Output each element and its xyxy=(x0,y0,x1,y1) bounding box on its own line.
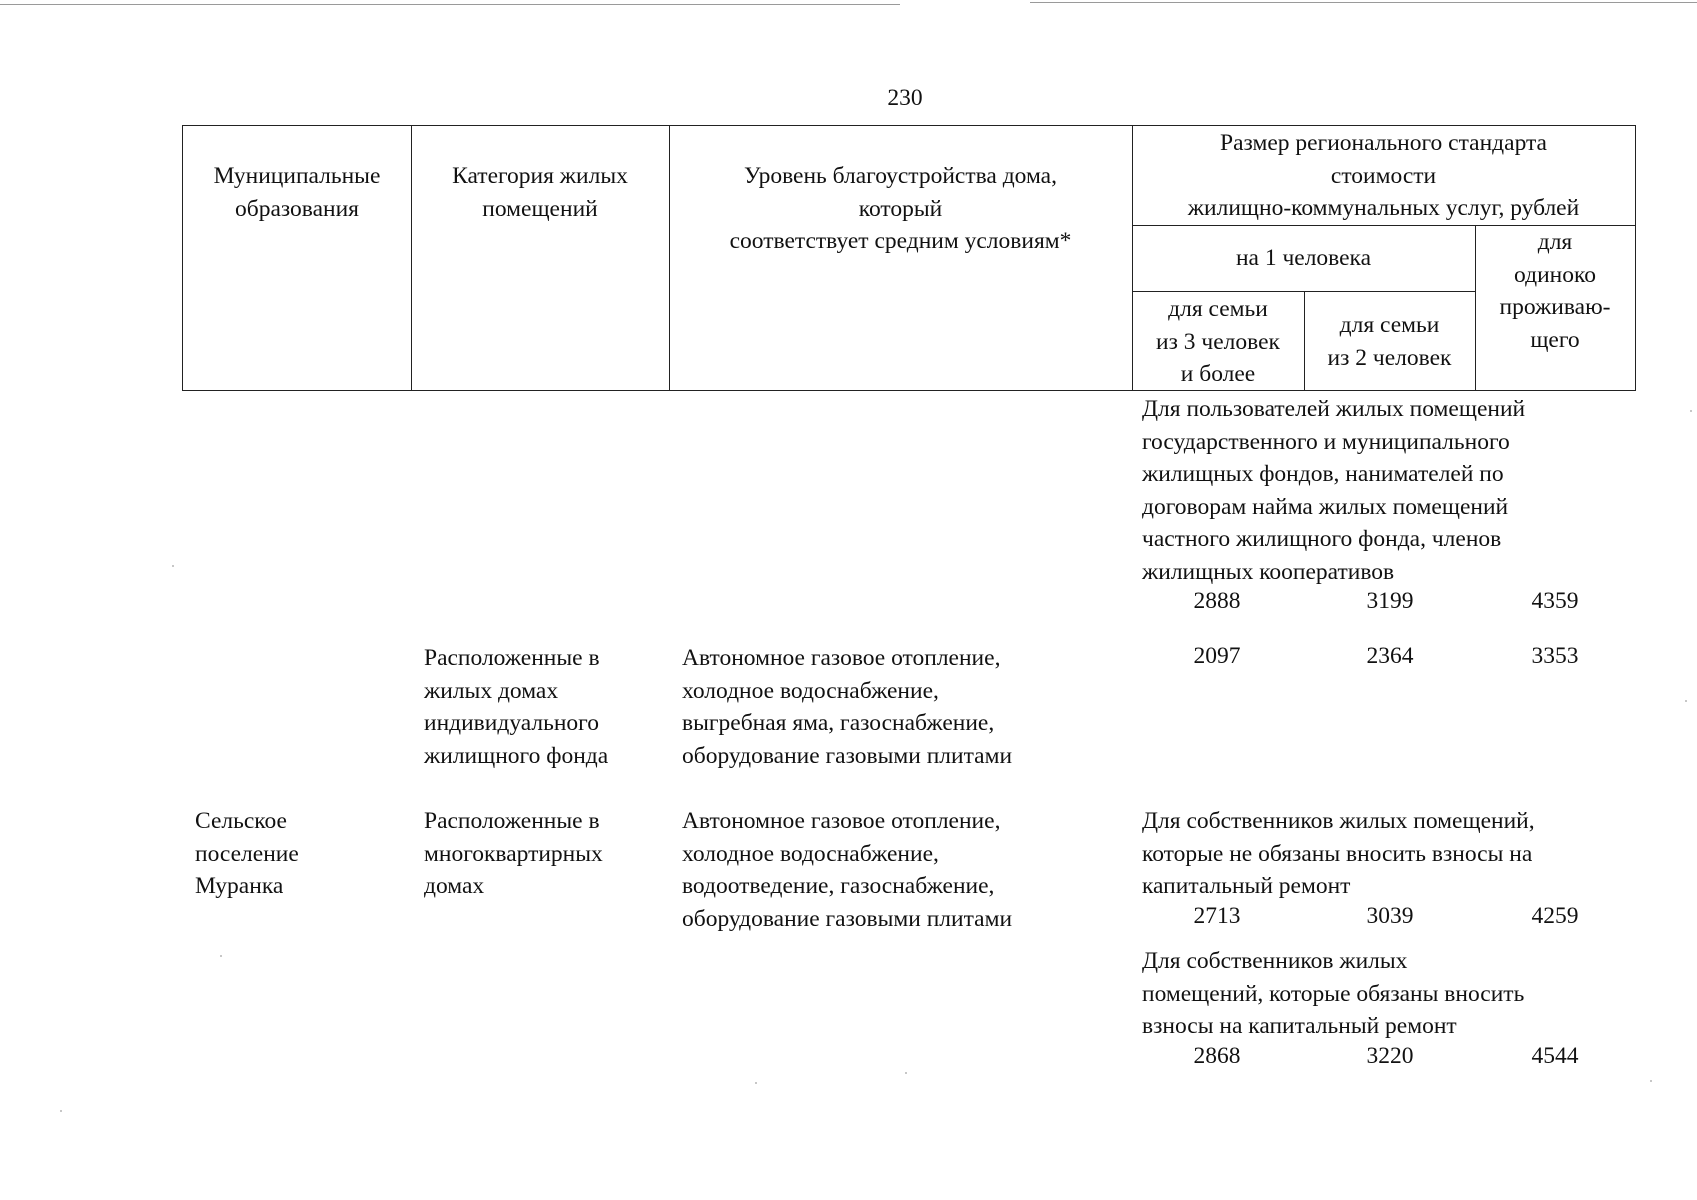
header-text-line: и более xyxy=(1180,361,1256,387)
value-single: 4544 xyxy=(1531,1043,1579,1069)
scan-speck xyxy=(1685,700,1687,702)
header-text-line: жилищно-коммунальных услуг, рублей xyxy=(1187,195,1580,221)
category-apartment-buildings xyxy=(424,805,603,903)
value-family3: 2888 xyxy=(1193,588,1241,614)
value-family3: 2868 xyxy=(1193,1043,1241,1069)
header-per-person: на 1 человека xyxy=(1235,245,1372,271)
scan-speck xyxy=(1690,410,1692,412)
table-header xyxy=(182,125,1636,391)
note-line: жилищных фондов, нанимателей по xyxy=(1142,461,1504,487)
header-text-line: проживаю- xyxy=(1499,294,1611,320)
header-text-line: из 2 человек xyxy=(1327,344,1452,371)
level-individual-houses xyxy=(682,642,1012,772)
note-line: Для собственников жилых xyxy=(1142,948,1408,974)
level-line: водоотведение, газоснабжение, xyxy=(682,873,995,899)
municipality-line: Муранка xyxy=(195,873,284,899)
header-family2 xyxy=(1304,309,1475,374)
value-family2: 3199 xyxy=(1366,588,1414,614)
scan-speck xyxy=(220,955,222,957)
header-category xyxy=(411,160,669,225)
header-text-line: из 3 человек xyxy=(1156,328,1280,355)
header-text-line: который xyxy=(858,195,943,222)
value-family2: 3039 xyxy=(1366,903,1414,929)
category-line: жилищного фонда xyxy=(424,742,609,769)
category-line: многоквартирных xyxy=(424,840,603,867)
note-line: помещений, которые обязаны вносить xyxy=(1142,980,1525,1007)
level-line: оборудование газовыми плитами xyxy=(682,905,1013,932)
header-family3 xyxy=(1132,293,1304,391)
header-text-line: Муниципальные xyxy=(213,163,381,189)
value-single: 4259 xyxy=(1531,903,1579,929)
header-text-line: для семьи xyxy=(1339,312,1440,338)
header-text-line: помещений xyxy=(482,195,598,222)
note-line: Для пользователей жилых помещений xyxy=(1142,396,1526,422)
note-line: Для собственников жилых помещений, xyxy=(1142,808,1535,834)
category-individual-houses xyxy=(424,642,608,772)
header-standard xyxy=(1132,127,1635,225)
scan-edge-line-right xyxy=(1030,2,1697,3)
header-text-line: щего xyxy=(1530,326,1580,353)
scan-speck xyxy=(60,1110,62,1112)
note-line: государственного и муниципального xyxy=(1142,428,1510,455)
category-line: индивидуального xyxy=(424,710,599,736)
level-line: Автономное газовое отопление, xyxy=(682,645,1001,671)
category-line: Расположенные в xyxy=(424,645,600,671)
level-line: Автономное газовое отопление, xyxy=(682,808,1001,834)
header-text-line: Размер регионального стандарта xyxy=(1220,130,1547,156)
header-text-line: Уровень благоустройства дома, xyxy=(744,163,1057,189)
note-owners-with-contribution xyxy=(1142,945,1524,1043)
level-line: холодное водоснабжение, xyxy=(682,677,939,704)
category-line: Расположенные в xyxy=(424,808,600,834)
value-family3: 2097 xyxy=(1193,643,1241,669)
municipality-line: Сельское xyxy=(195,808,287,834)
header-text-line: для xyxy=(1537,229,1573,255)
note-line: взносы на капитальный ремонт xyxy=(1142,1013,1457,1039)
scan-speck xyxy=(172,565,174,567)
category-line: домах xyxy=(424,873,485,899)
note-line: жилищных кооперативов xyxy=(1142,558,1395,585)
value-family2: 2364 xyxy=(1366,643,1414,669)
header-municipality xyxy=(183,160,411,225)
value-family2: 3220 xyxy=(1366,1043,1414,1069)
level-line: выгребная яма, газоснабжение, xyxy=(682,710,995,736)
header-text-line: стоимости xyxy=(1330,162,1437,189)
municipality-muranka xyxy=(195,805,299,903)
note-line: капитальный ремонт xyxy=(1142,873,1351,899)
header-single xyxy=(1475,226,1635,356)
header-text-line: одиноко xyxy=(1514,261,1596,288)
header-text-line: соответствует средним условиям* xyxy=(729,228,1072,254)
level-line: холодное водоснабжение, xyxy=(682,840,939,867)
page-number: 230 xyxy=(887,85,923,111)
level-apartment-buildings xyxy=(682,805,1012,935)
category-line: жилых домах xyxy=(424,677,559,704)
note-users xyxy=(1142,393,1525,588)
value-family3: 2713 xyxy=(1193,903,1241,929)
scan-speck xyxy=(1650,1080,1652,1082)
value-single: 3353 xyxy=(1531,643,1579,669)
header-text-line: для семьи xyxy=(1168,296,1268,322)
header-level xyxy=(669,160,1132,258)
note-line: договорам найма жилых помещений xyxy=(1142,493,1509,520)
header-text-line: Категория жилых xyxy=(452,163,628,189)
scan-speck xyxy=(755,1082,757,1084)
header-text-line: образования xyxy=(235,195,359,222)
value-single: 4359 xyxy=(1531,588,1579,614)
note-line: которые не обязаны вносить взносы на xyxy=(1142,840,1533,867)
level-line: оборудование газовыми плитами xyxy=(682,742,1013,769)
scan-speck xyxy=(905,1072,907,1074)
municipality-line: поселение xyxy=(195,840,299,867)
note-owners-no-contribution xyxy=(1142,805,1535,903)
note-line: частного жилищного фонда, членов xyxy=(1142,526,1502,552)
scan-edge-line-left xyxy=(0,4,900,5)
